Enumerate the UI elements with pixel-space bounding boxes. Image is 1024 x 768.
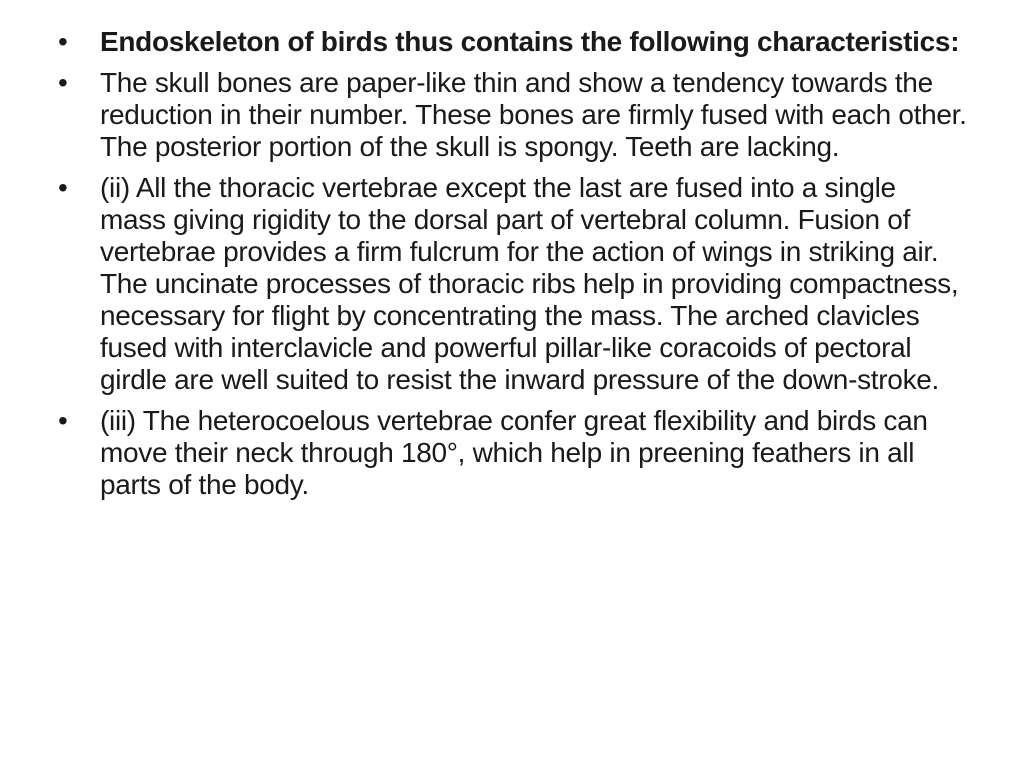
bullet-icon: • — [58, 26, 68, 57]
bullet-icon: • — [58, 405, 68, 436]
bullet-text: The skull bones are paper-like thin and show a tendency towards the reduction in their number. These bones are firmly fused with each other. The posterior portion of the skull is spongy. Teeth are lacking. — [100, 67, 967, 162]
bullet-text: (iii) The heterocoelous vertebrae confer great flexibility and birds can move their neck through 180°, which help in preening feathers in all parts of the body. — [100, 405, 928, 500]
bullet-text: (ii) All the thoracic vertebrae except the last are fused into a single mass giving rigidity to the dorsal part of vertebral column. Fusion of vertebrae provides a firm fulcrum for the action of wings in striking air. The uncinate processes of thoracic ribs help in providing compactness, necessary for flight by concentrating the mass. The arched clavicles fused with interclavicle and powerful pillar-like coracoids of pectoral girdle are well suited to resist the inward pressure of the down-stroke. — [100, 172, 959, 395]
bullet-text: Endoskeleton of birds thus contains the following characteristics: — [100, 26, 960, 57]
bullet-icon: • — [58, 172, 68, 203]
bullet-item-heading — [58, 26, 968, 58]
bullet-item-thoracic-vertebrae — [58, 172, 968, 396]
bullet-item-heterocoelous-vertebrae — [58, 405, 968, 501]
bullet-list — [58, 26, 968, 510]
bullet-item-skull — [58, 67, 968, 163]
bullet-icon: • — [58, 67, 68, 98]
